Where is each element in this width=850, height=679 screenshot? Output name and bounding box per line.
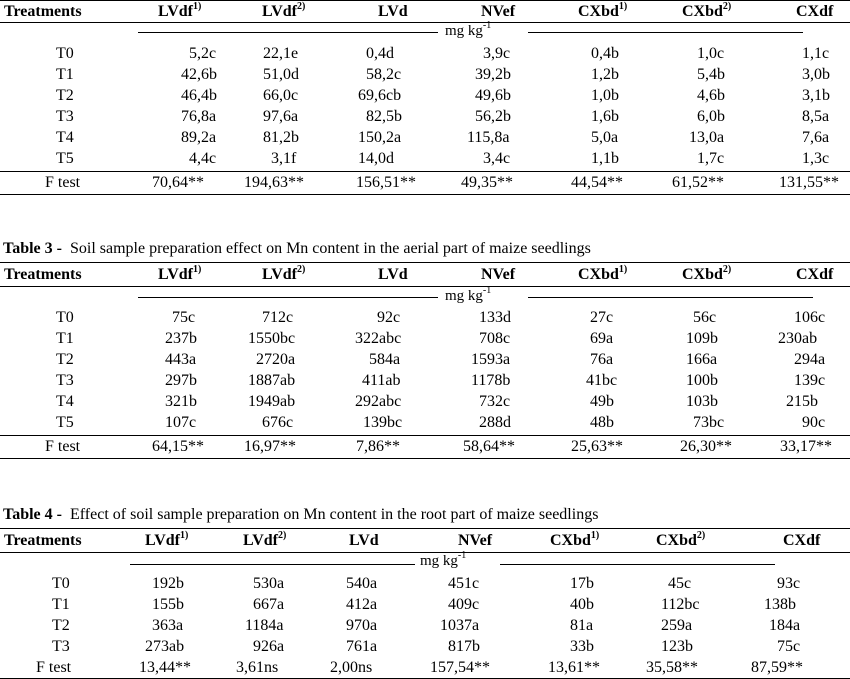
ftest-value: 58,64**: [463, 438, 515, 455]
value-cell: 192b: [152, 575, 184, 592]
value-cell: 1593a: [471, 351, 511, 368]
table-row: [0, 573, 850, 594]
header-col-6: CXbd$^{2)}$: [682, 0, 732, 20]
value-cell: 103b: [686, 393, 718, 410]
treatment-cell: T3: [56, 108, 74, 125]
value-cell: 1,0c: [697, 45, 725, 62]
treatment-cell: T2: [56, 87, 74, 104]
header-col-3: LVd: [349, 532, 379, 549]
ftest-value: 26,30**: [680, 438, 732, 455]
value-cell: 39,2b: [475, 66, 511, 83]
unit-label: mg $kg^{-1}$: [420, 550, 467, 569]
value-cell: 443a: [165, 351, 197, 368]
value-cell: 1550bc: [248, 330, 296, 347]
treatment-cell: T1: [56, 66, 74, 83]
value-cell: 273ab: [145, 638, 185, 655]
value-cell: 56c: [693, 309, 717, 326]
treatment-cell: T1: [56, 330, 74, 347]
value-cell: 1,0b: [591, 87, 619, 104]
value-cell: 115,8a: [467, 129, 510, 146]
value-cell: 69,6cb: [358, 87, 402, 104]
value-cell: 48b: [590, 414, 614, 431]
value-cell: 4,6b: [697, 87, 725, 104]
value-cell: 75c: [172, 309, 196, 326]
value-cell: 46,4b: [181, 87, 217, 104]
value-cell: 41bc: [586, 372, 618, 389]
table-top-rule: [0, 528, 850, 529]
value-cell: 40b: [570, 596, 594, 613]
value-cell: 97,6a: [263, 108, 299, 125]
value-cell: 92c: [377, 309, 401, 326]
header-row: [0, 530, 850, 551]
ftest-value: 25,63**: [571, 438, 623, 455]
value-cell: 76,8a: [181, 108, 217, 125]
value-cell: 56,2b: [475, 108, 511, 125]
value-cell: 1,1b: [591, 150, 619, 167]
treatment-cell: T1: [52, 596, 70, 613]
value-cell: 166a: [686, 351, 718, 368]
treatment-cell: T2: [52, 617, 70, 634]
ftest-row: [0, 657, 850, 678]
value-cell: 33b: [570, 638, 594, 655]
ftest-label: F test: [45, 438, 81, 455]
header-row: [0, 1, 850, 22]
value-cell: 100b: [686, 372, 718, 389]
unit-line-right: [528, 297, 813, 298]
header-col-6: CXbd$^{2)}$: [656, 529, 706, 549]
table-row: [0, 307, 850, 328]
value-cell: 297b: [165, 372, 197, 389]
value-cell: 3,4c: [483, 150, 511, 167]
value-cell: 4,4c: [189, 150, 217, 167]
value-cell: 970a: [346, 617, 378, 634]
value-cell: 150,2a: [358, 129, 402, 146]
ftest-value: 44,54**: [571, 174, 623, 191]
value-cell: 51,0d: [263, 66, 299, 83]
value-cell: 5,4b: [697, 66, 725, 83]
header-treatments: Treatments: [4, 266, 82, 283]
treatment-cell: T0: [56, 309, 74, 326]
value-cell: 584a: [369, 351, 401, 368]
value-cell: 133d: [479, 309, 511, 326]
table-row: [0, 636, 850, 657]
value-cell: 215b: [786, 393, 818, 410]
table-row: [0, 391, 850, 412]
value-cell: 292abc: [355, 393, 402, 410]
unit-line-left: [130, 564, 415, 565]
value-cell: 288d: [479, 414, 511, 431]
value-cell: 184a: [769, 617, 801, 634]
ftest-value: 7,86**: [356, 438, 400, 455]
header-col-1: LVdf$^{1)}$: [158, 0, 202, 20]
treatment-cell: T4: [56, 129, 74, 146]
value-cell: 8,5a: [802, 108, 830, 125]
treatment-cell: T3: [56, 372, 74, 389]
header-col-2: LVdf$^{2)}$: [262, 0, 306, 20]
value-cell: 1,2b: [591, 66, 619, 83]
header-col-7: CXdf: [796, 3, 834, 20]
value-cell: 321b: [165, 393, 197, 410]
table-row: [0, 43, 850, 64]
value-cell: 82,5b: [366, 108, 402, 125]
value-cell: 6,0b: [697, 108, 725, 125]
table-caption: Table 3 - Soil sample preparation effect on Mn content in the aerial part of maize seedlings: [3, 240, 591, 257]
value-cell: 49b: [590, 393, 614, 410]
table-row: [0, 412, 850, 433]
header-col-1: LVdf$^{1)}$: [158, 263, 202, 283]
value-cell: 107c: [165, 414, 197, 431]
treatment-cell: T3: [52, 638, 70, 655]
value-cell: 13,0a: [689, 129, 725, 146]
header-row: [0, 264, 850, 285]
ftest-value: 61,52**: [672, 174, 724, 191]
table-bottom-rule: [0, 458, 850, 459]
value-cell: 93c: [777, 575, 801, 592]
unit-label: mg $kg^{-1}$: [445, 20, 492, 39]
value-cell: 17b: [570, 575, 594, 592]
value-cell: 3,0b: [802, 66, 830, 83]
treatment-cell: T2: [56, 351, 74, 368]
ftest-value: 157,54**: [430, 659, 490, 676]
value-cell: 817b: [448, 638, 480, 655]
value-cell: 112bc: [661, 596, 700, 613]
value-cell: 49,6b: [475, 87, 511, 104]
value-cell: 66,0c: [263, 87, 299, 104]
value-cell: 322abc: [355, 330, 402, 347]
value-cell: 451c: [448, 575, 480, 592]
value-cell: 708c: [479, 330, 511, 347]
header-col-4: NVef: [458, 532, 493, 549]
value-cell: 412a: [346, 596, 378, 613]
value-cell: 411ab: [362, 372, 401, 389]
value-cell: 926a: [253, 638, 285, 655]
ftest-value: 64,15**: [152, 438, 204, 455]
header-col-5: CXbd$^{1)}$: [550, 529, 600, 549]
table-caption: Table 4 - Effect of soil sample preparation on Mn content in the root part of maize seedlings: [3, 506, 599, 523]
header-col-3: LVd: [378, 266, 408, 283]
value-cell: 676c: [262, 414, 294, 431]
value-cell: 259a: [661, 617, 693, 634]
value-cell: 1037a: [440, 617, 480, 634]
value-cell: 1,7c: [697, 150, 725, 167]
value-cell: 22,1e: [263, 45, 299, 62]
value-cell: 81a: [570, 617, 594, 634]
table-row: [0, 370, 850, 391]
unit-line-left: [138, 297, 438, 298]
ftest-value: 35,58**: [646, 659, 698, 676]
value-cell: 1184a: [245, 617, 284, 634]
header-rule: [0, 286, 850, 287]
value-cell: 42,6b: [181, 66, 217, 83]
value-cell: 1,6b: [591, 108, 619, 125]
header-rule: [0, 22, 850, 23]
unit-label: mg $kg^{-1}$: [445, 285, 492, 304]
treatment-cell: T0: [52, 575, 70, 592]
value-cell: 1887ab: [248, 372, 296, 389]
header-col-6: CXbd$^{2)}$: [682, 263, 732, 283]
value-cell: 409c: [448, 596, 480, 613]
value-cell: 27c: [590, 309, 614, 326]
ftest-value: 70,64**: [152, 174, 204, 191]
treatment-cell: T0: [56, 45, 74, 62]
ftest-value: 2,00ns: [330, 659, 373, 676]
header-col-2: LVdf$^{2)}$: [243, 529, 287, 549]
treatment-cell: T5: [56, 150, 74, 167]
value-cell: 89,2a: [181, 129, 217, 146]
ftest-value: 33,17**: [780, 438, 832, 455]
header-col-7: CXdf: [783, 532, 821, 549]
value-cell: 73bc: [693, 414, 725, 431]
value-cell: 3,9c: [483, 45, 511, 62]
value-cell: 3,1b: [802, 87, 830, 104]
value-cell: 45c: [668, 575, 692, 592]
value-cell: 230ab: [778, 330, 818, 347]
table-row: [0, 106, 850, 127]
value-cell: 2720a: [256, 351, 296, 368]
header-col-4: NVef: [481, 266, 516, 283]
ftest-value: 3,61ns: [236, 659, 279, 676]
treatment-cell: T4: [56, 393, 74, 410]
table-row: [0, 85, 850, 106]
header-col-4: NVef: [481, 3, 516, 20]
ftest-value: 49,35**: [461, 174, 513, 191]
header-treatments: Treatments: [4, 532, 82, 549]
value-cell: 7,6a: [802, 129, 830, 146]
value-cell: 5,2c: [189, 45, 217, 62]
value-cell: 530a: [253, 575, 285, 592]
ftest-label: F test: [36, 659, 72, 676]
value-cell: 732c: [479, 393, 511, 410]
treatment-cell: T5: [56, 414, 74, 431]
ftest-row: [0, 436, 850, 457]
unit-line-right: [500, 564, 775, 565]
value-cell: 58,2c: [366, 66, 402, 83]
header-col-3: LVd: [378, 3, 408, 20]
value-cell: 123b: [661, 638, 693, 655]
table-bottom-rule: [0, 194, 850, 195]
table-row: [0, 615, 850, 636]
header-col-2: LVdf$^{2)}$: [262, 263, 306, 283]
table-row: [0, 594, 850, 615]
value-cell: 761a: [346, 638, 378, 655]
table-row: [0, 328, 850, 349]
value-cell: 1949ab: [248, 393, 296, 410]
value-cell: 138b: [764, 596, 796, 613]
ftest-value: 13,44**: [139, 659, 191, 676]
value-cell: 0,4b: [591, 45, 619, 62]
value-cell: 1,3c: [802, 150, 830, 167]
value-cell: 75c: [777, 638, 801, 655]
unit-line-right: [528, 32, 803, 33]
ftest-label: F test: [45, 174, 81, 191]
value-cell: 1178b: [471, 372, 511, 389]
value-cell: 667a: [253, 596, 285, 613]
value-cell: 5,0a: [591, 129, 619, 146]
ftest-value: 194,63**: [244, 174, 304, 191]
ftest-value: 131,55**: [779, 174, 839, 191]
header-col-5: CXbd$^{1)}$: [578, 263, 628, 283]
value-cell: 106c: [794, 309, 826, 326]
header-treatments: Treatments: [4, 3, 82, 20]
unit-line-left: [138, 32, 438, 33]
value-cell: 712c: [262, 309, 294, 326]
value-cell: 540a: [346, 575, 378, 592]
value-cell: 81,2b: [263, 129, 299, 146]
table-row: [0, 148, 850, 169]
value-cell: 69a: [590, 330, 614, 347]
value-cell: 76a: [590, 351, 614, 368]
value-cell: 363a: [152, 617, 184, 634]
value-cell: 139c: [794, 372, 826, 389]
ftest-row: [0, 172, 850, 193]
value-cell: 237b: [165, 330, 197, 347]
table-top-rule: [0, 262, 850, 263]
header-col-5: CXbd$^{1)}$: [578, 0, 628, 20]
value-cell: 90c: [802, 414, 826, 431]
value-cell: 109b: [686, 330, 718, 347]
value-cell: 139bc: [363, 414, 403, 431]
ftest-value: 156,51**: [356, 174, 416, 191]
value-cell: 155b: [152, 596, 184, 613]
value-cell: 1,1c: [802, 45, 830, 62]
ftest-value: 87,59**: [751, 659, 803, 676]
table-row: [0, 127, 850, 148]
header-col-7: CXdf: [796, 266, 834, 283]
ftest-value: 13,61**: [548, 659, 600, 676]
value-cell: 14,0d: [358, 150, 394, 167]
ftest-value: 16,97**: [244, 438, 296, 455]
header-col-1: LVdf$^{1)}$: [145, 529, 189, 549]
value-cell: 294a: [794, 351, 826, 368]
table-row: [0, 64, 850, 85]
value-cell: 3,1f: [271, 150, 297, 167]
table-row: [0, 349, 850, 370]
value-cell: 0,4d: [366, 45, 394, 62]
